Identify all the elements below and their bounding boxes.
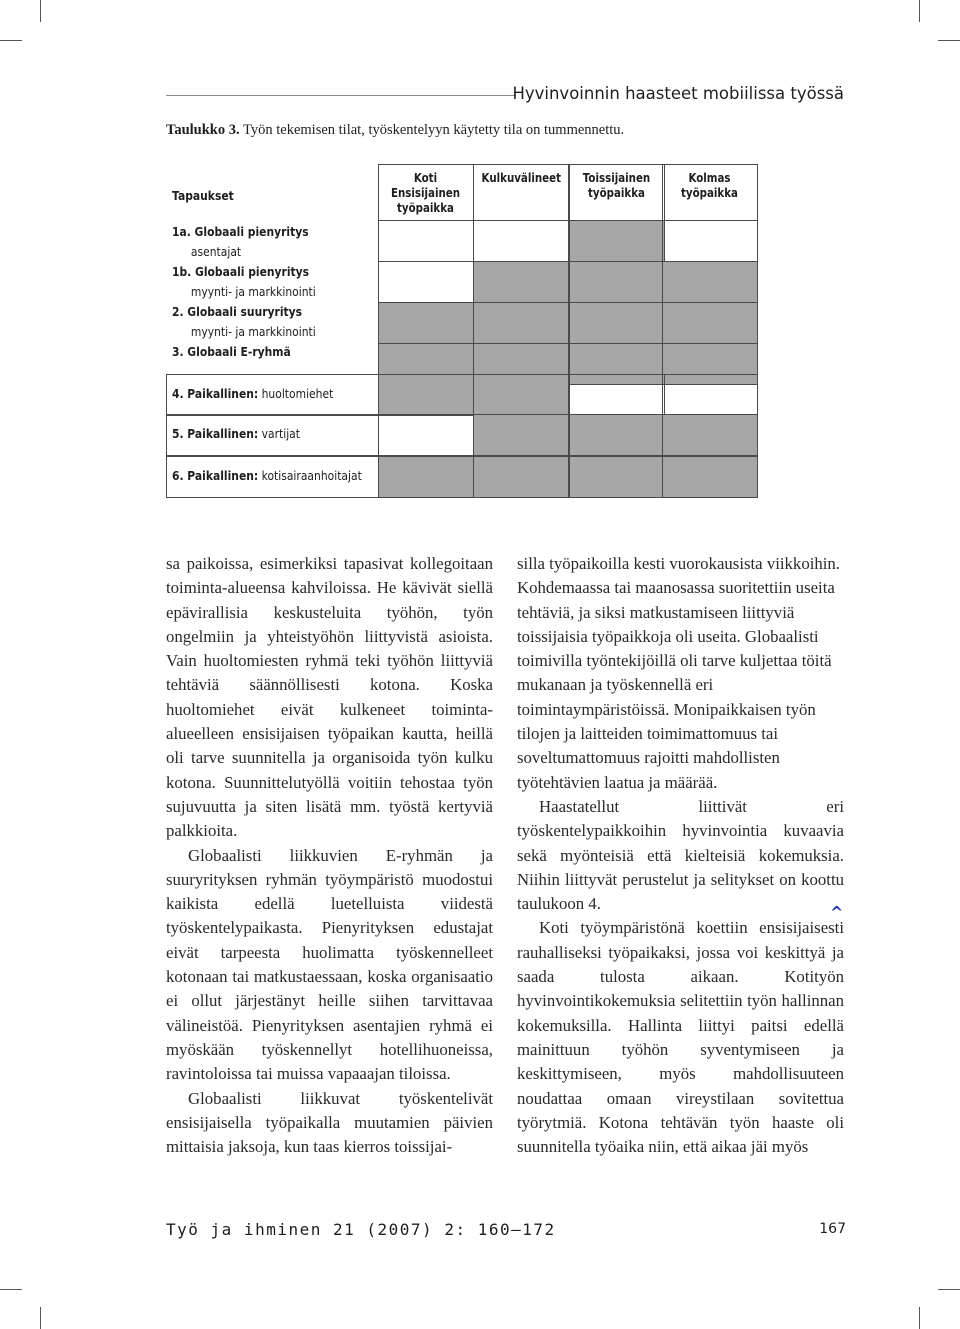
row-label-title: 5. Paikallinen: — [172, 426, 259, 441]
table-cell — [662, 261, 758, 303]
row-label-title: 1a. Globaali pienyritys — [172, 224, 309, 239]
row-label — [172, 302, 316, 322]
running-header: Hyvinvoinnin haasteet mobiilissa työssä — [512, 84, 844, 103]
crop-mark — [938, 40, 960, 41]
column-header — [578, 170, 656, 200]
column-header-line: Kulkuvälineet — [481, 170, 561, 185]
table-cell — [662, 220, 758, 262]
row-label-sub: myynti- ja markkinointi — [190, 284, 316, 299]
caption-text: Työn tekemisen tilat, työskentelyyn käytetty tila on tummennettu. — [243, 122, 625, 138]
paragraph: Koti työympäristönä koettiin ensisijaisesti rauhalliseksi työpaikaksi, jossa voi keskittyä ja saada tulosta aikaan. Kotityön hyvinvointikokemuksia selitettiin työn hallinnan kokemuksilla. Hallinta liittyi paitsi edellä mainittuun työhön syventymiseen ja keskittymiseen, myös mahdollisuuteen noudattaa omaan vireystilaan sovitettua työrytmiä. Kotona tehtävän työn haaste oli suunnitella työaika niin, että aikaa jäi myös — [517, 918, 844, 1157]
row-label — [172, 222, 316, 242]
row-frame — [166, 414, 379, 456]
page-number: 167 — [819, 1221, 846, 1237]
paragraph: Globaalisti liikkuvien E-ryhmän ja suuryrityksen ryhmän työympäristö muodostui kaikista edellä luetelluista viidestä työskentelypaikasta. Pienyrityksen edustajat eivät tarpeesta huolimatta työskennelleet kotonaan tai matkustaessaan, koska organisaatio ei ollut järjestänyt heille siihen tarvittavaa välineistöä. Pienyrityksen asentajien ryhmä ei myöskään työskennellyt hotellihuoneissa, ravintoloissa tai muissa vapaaajan tiloissa. — [166, 845, 493, 1084]
table-cell — [473, 302, 569, 344]
table-cell — [569, 261, 665, 303]
column-header-line: Koti — [413, 170, 438, 185]
table-cell — [662, 374, 758, 416]
crop-mark — [919, 0, 920, 22]
row-label-title: 6. Paikallinen: — [172, 468, 259, 483]
table-cell — [378, 456, 474, 498]
table-cell — [473, 374, 569, 416]
column-header-line: Kolmas — [688, 170, 731, 185]
text-column-right — [517, 552, 844, 1159]
edit-caret-mark: ^ — [830, 903, 844, 922]
paragraph: silla työpaikoilla kesti vuorokausista viikkoihin. Kohdemaassa tai maanosassa suoritettiin useita tehtäviä, ja siksi matkustamiseen liittyviä toissijaisia työpaikkoja oli useita. Globaalisti toimivilla työntekijöillä oli tarve kuljettaa töitä mukanaan ja työskennellä eri toimintaympäristöissä. Monipaikkaisen työn tilojen ja laitteiden toimimattomuus tai soveltumattomuus rajoitti mahdollisten työtehtävien laatua ja määrää. — [517, 554, 841, 792]
table-corner-label — [172, 186, 234, 206]
table-cell — [662, 414, 758, 456]
column-header — [671, 170, 749, 200]
crop-mark — [40, 1307, 41, 1329]
row-label — [172, 262, 316, 282]
table-cell — [378, 302, 474, 344]
column-header-line: työpaikka — [681, 185, 738, 200]
crop-mark — [919, 1307, 920, 1329]
row-label-sub: myynti- ja markkinointi — [190, 324, 316, 339]
row-label-title: 1b. Globaali pienyritys — [172, 264, 310, 279]
table-cell — [569, 374, 665, 416]
corner-label-text: Tapaukset — [172, 188, 234, 203]
table-cell — [569, 302, 665, 344]
table-cell — [662, 302, 758, 344]
column-header — [387, 170, 465, 215]
column-header-line: Ensisijainen — [390, 185, 461, 200]
table-cell — [569, 220, 665, 262]
table-cell — [378, 414, 474, 456]
row-frame — [166, 456, 379, 498]
crop-mark — [40, 0, 41, 22]
column-header — [482, 170, 560, 185]
table-cell — [473, 220, 569, 262]
paragraph: Haastatellut liittivät eri työskentelypaikkoihin hyvinvointia kuvaavia sekä myönteisiä että kielteisiä kokemuksia. Niihin liittyvät perustelut ja selitykset on koottu taulukoon 4. — [517, 796, 844, 914]
column-header-line: Toissijainen — [582, 170, 651, 185]
table-cell — [662, 456, 758, 498]
row-label-title: 2. Globaali suuryritys — [172, 304, 303, 319]
table-cell — [378, 261, 474, 303]
row-label-group — [172, 222, 316, 362]
table-cell — [473, 456, 569, 498]
row-label-title: 4. Paikallinen: — [172, 386, 259, 401]
paragraph: Globaalisti liikkuvat työskentelivät ensisijaisella työpaikalla muutamien päivien mittaisia jaksoja, kun taas kierros toissijai- — [166, 1088, 493, 1157]
table-cell — [378, 220, 474, 262]
table-cell — [473, 414, 569, 456]
table-cell — [569, 414, 665, 456]
table-caption — [166, 122, 624, 139]
row-label-sub: vartijat — [258, 426, 300, 441]
row-label-sub: kotisairaanhoitajat — [258, 468, 362, 483]
row-label-title: 3. Globaali E-ryhmä — [172, 344, 291, 359]
caption-label: Taulukko 3. — [166, 122, 240, 138]
row-label — [172, 342, 316, 362]
row-frame — [166, 374, 379, 416]
paragraph: sa paikoissa, esimerkiksi tapasivat kollegoitaan toiminta-alueensa kahviloissa. He kävivät siellä epävirallisia keskusteluita työhön, työn ongelmiin ja yhteistyöhön liittyvistä asioista. Vain huoltomiesten ryhmä teki työhön liittyviä tehtäviä säännöllisesti kotona. Koska huoltomiehet eivät kulkeneet toiminta-alueelleen ensisijaisen työpaikan kautta, heillä oli tarve suunnitella ja organisoida työn kulku kotona. Suunnittelutyöllä voitiin tehostaa työn sujuvuutta ja siten lisätä mm. työstä kertyviä palkkioita. — [166, 554, 493, 841]
text-column-left — [166, 552, 493, 1159]
table-cell — [473, 261, 569, 303]
column-header-line: työpaikka — [588, 185, 645, 200]
table-cell — [378, 374, 474, 416]
column-header-line: työpaikka — [397, 200, 454, 215]
row-label-sub: asentajat — [190, 244, 242, 259]
crop-mark — [938, 1289, 960, 1290]
crop-mark — [0, 1289, 22, 1290]
table-cell — [569, 456, 665, 498]
journal-citation: Työ ja ihminen 21 (2007) 2: 160–172 — [166, 1220, 556, 1239]
crop-mark — [0, 40, 22, 41]
header-rule — [166, 95, 516, 96]
row-label-sub: huoltomiehet — [258, 386, 334, 401]
